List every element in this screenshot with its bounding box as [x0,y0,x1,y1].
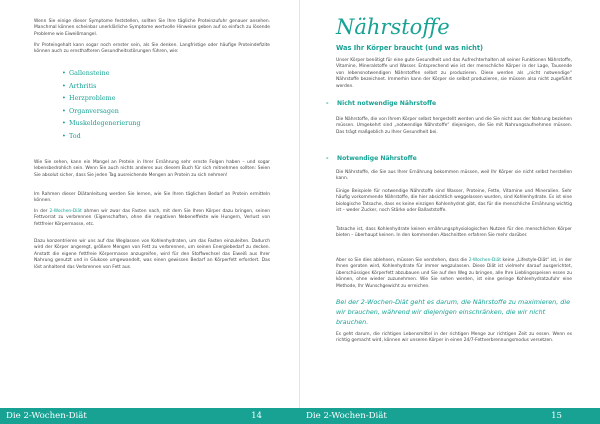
list-item: • Tod [62,130,262,143]
left-paragraph-4: Im Rahmen dieser Diätanleitung werden Sie lernen, wie Sie Ihren täglichen Bedarf an Protein ermitteln können. [34,192,270,204]
dash-icon: - [326,100,329,107]
right-paragraph-1: Unser Körper benötigt für eine gute Gesundheit und das Aufrechterhalten all seiner Funktionen Nährstoffe, Vitamine, Mineralstoffe und Wasser. Entsprechend wie ist der menschliche Körper in der Lage, Tausende von lebensnotwendigen Nährstoffen selbst zu produzieren. Diese werden als „nicht notwendige“ Nährstoffe bezeichnet. Immerhin kann der Körper sie selbst produzieren, sie müssen also nicht zugeführt werden. [336,58,572,89]
right-paragraph-5: Tatsache ist, dass Kohlenhydrate keinen ernährungsphysiologischen Nutzen für den menschlichen Körper bieten – überhaupt keinen. In den kommenden Abschnitten erfahren Sie mehr darüber. [336,227,572,239]
list-item: • Gallensteine [62,67,262,80]
health-disorders-list [62,67,262,143]
left-paragraph-3: Wie Sie sehen, kann ein Mangel an Protein in Ihrer Ernährung sehr ernste Folgen haben – und sogar lebensbedrohlich sein. Wenn Sie auch nichts anderes aus diesem Buch für sich mitnehmen sollten: Seien Sie absolut sicher, dass Sie jeden Tag ausreichende Mengen an Protein zu sich nehmen! [34,160,270,178]
diet-name-highlight: 2-Wochen-Diät [49,209,82,214]
pull-quote: Bei der 2-Wochen-Diät geht es darum, die Nährstoffe zu maximieren, die wir brauchen, während wir diejenigen einschränken, die wir nicht brauchen. [336,298,571,326]
section-heading-non-essential: - Nicht notwendige Nährstoffe [326,100,437,107]
bullet-icon: • [62,106,66,115]
right-paragraph-6: Aber so Sie dies ablehnen, müssen Sie verstehen, dass die 2-Wochen-Diät keine „Lifestyle-Diät“ ist, in der Ihnen geraten wird, Kohlenhydrate für immer wegzulassen. Diese Diät ist vielmehr darauf ausgerichtet, überschüssiges Körperfett abzubauen und Sie auf den Weg zu bringen, alle Ihre Lieblingsspeisen essen zu können, ohne wieder zuzunehmen. Wie Sie sehen werden, ist eine geringe Kohlenhydratzufuhr eine Methode, Ihr Wunschgewicht zu erreichen. [336,258,573,289]
page-number: 14 [251,411,262,421]
right-paragraph-4: Einige Beispiele für notwendige Nährstoffe sind Wasser, Proteine, Fette, Vitamine und Mineralien. Sehr häufig vorkommende Nährstoffe, die hier absichtlich weggelassen wurden, sind Kohlenhydrate. Es ist eine biologische Tatsache, dass es keine einzigen Kohlenhydrat gibt, das für die menschliche Ernährung wichtig ist – weder Zucker, noch Stärke oder Ballaststoffe. [336,189,572,214]
list-item: • Muskeldegenerierung [62,117,262,130]
list-item: • Arthritis [62,80,262,93]
diet-name-highlight: 2-Wochen-Diät [468,258,501,263]
list-item: • Herzprobleme [62,92,262,105]
chapter-title: Nährstoffe [336,15,450,39]
page-number: 15 [551,411,562,421]
bullet-icon: • [62,131,66,140]
bullet-icon: • [62,119,66,128]
left-paragraph-6: Dazu konzentrieren wir uns auf das Weglassen von Kohlenhydraten, um das Fasten einzuleiten. Dadurch wird der Körper angeregt, größere Mengen von Fett zu verbrennen, um seinen Energiebedarf zu decken. Anstatt die eigene fettfreie Körpermasse anzugreifen, wird für den Stoffwechsel das Eiweiß aus Ihrer Nahrung genutzt und in Glukose umgewandelt, was einen gewissen Bedarf an Körperfett erfordert. Das löst anhaltend das Verbrennen von Fett aus. [34,239,270,270]
right-paragraph-2: Die Nährstoffe, die von Ihrem Körper selbst hergestellt werden und die Sie nicht aus der Nahrung beziehen müssen. Umgekehrt sind „notwendige Nährstoffe“ diejenigen, die Sie mit Nahrungsaufnehmen müssen. Das trägt maßgeblich zu Ihrer Gesundheit bei. [336,117,572,135]
book-title: Die 2-Wochen-Diät [306,411,387,421]
right-paragraph-3: Die Nährstoffe, die Sie aus Ihrer Ernährung bekommen müssen, weil Ihr Körper sie nicht selbst herstellen kann. [336,170,572,182]
chapter-subtitle: Was Ihr Körper braucht (und was nicht) [336,44,483,52]
bullet-icon: • [62,94,66,103]
book-title: Die 2-Wochen-Diät [6,411,87,421]
bullet-icon: • [62,69,66,77]
dash-icon: - [326,155,329,162]
right-footer-bar [300,408,600,424]
left-footer-bar [0,408,300,424]
list-item: • Organversagen [62,105,262,118]
bullet-icon: • [62,81,66,90]
left-paragraph-2: Ihr Proteingehalt kann sogar noch ernster sein, als Sie denken. Langfristige oder häufige Proteindefizite können auch zu ernsthafteren Gesundheitsstörungen führen, wie: [34,43,270,55]
right-page [300,0,600,424]
section-heading-essential: - Notwendige Nährstoffe [326,155,417,162]
left-paragraph-5: In der 2-Wochen-Diät ahmen wir zwar das Fasten nach, mit dem Sie Ihren Körper dazu bringen, seinen Fettvorrat zu verbrennen (Eigenschaften, ohne die negativen Nebeneffekte wie Hungern, Verlust von fettfreier Körpermasse, etc. [34,209,270,227]
right-paragraph-7: Es geht darum, die richtigen Lebensmittel in der richtigen Menge zur richtigen Zeit zu essen. Wenn es richtig gemacht wird, können wir unseren Körper in einen 24/7-Fettverbrennungsmodus versetzen. [336,332,572,344]
left-paragraph-1: Wenn Sie einige dieser Symptome feststellen, sollten Sie Ihre tägliche Proteinzufuhr genauer ansehen. Manchmal können scheinbar unerklärliche Symptome wertvolle Hinweise geben auf so einfach zu lösende Probleme wie Eiweißmangel. [34,19,270,37]
